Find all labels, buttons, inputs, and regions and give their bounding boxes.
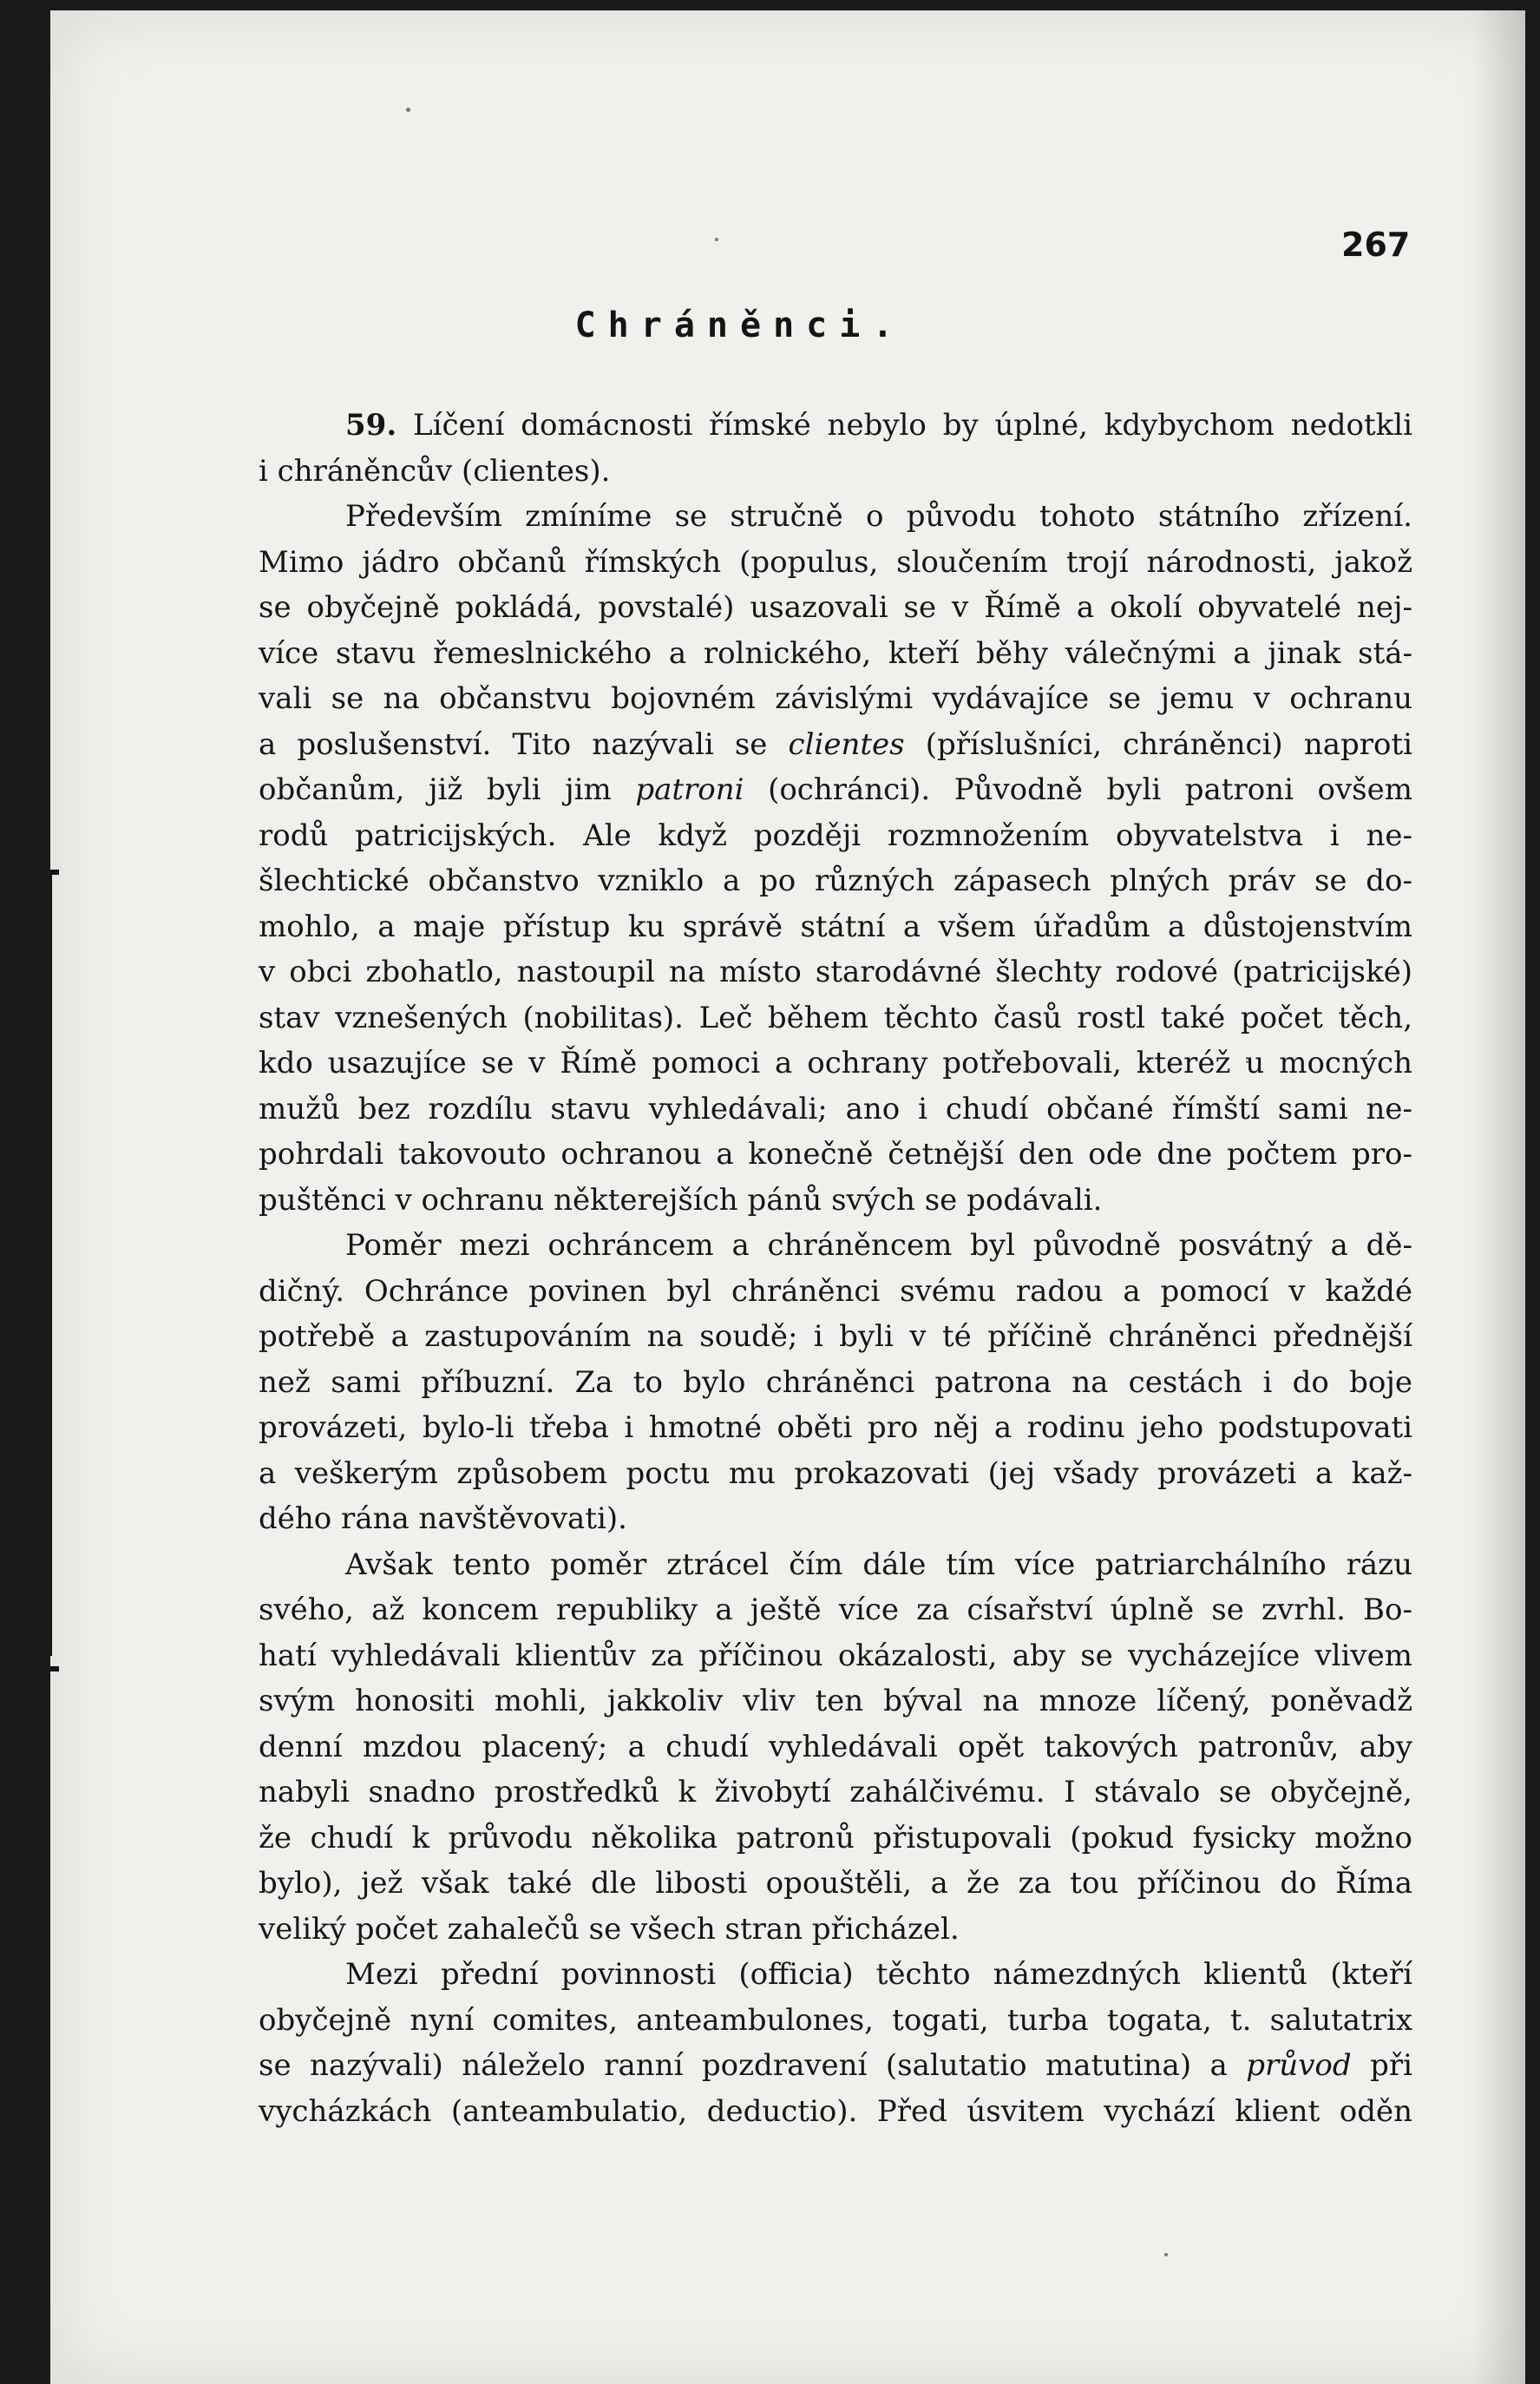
text-line: se obyčejně pokládá, povstalé) usazovali se v Římě a okolí obyvatelé nej- [259, 590, 1412, 625]
body-text [259, 403, 1412, 2134]
paragraph-2 [259, 494, 1412, 1223]
text-line: šlechtické občanstvo vzniklo a po různých zápasech plných práv se do- [259, 864, 1412, 898]
paragraph-3 [259, 1223, 1412, 1542]
binding-rule-middle [50, 875, 52, 1656]
text-line: obyčejně nyní comites, anteambulones, togati, turba togata, t. salutatrix [259, 2002, 1412, 2038]
text-line: Mimo jádro občanů římských (populus, sloučením trojí národnosti, jakož [259, 544, 1412, 580]
text-line: denní mzdou placený; a chudí vyhledávali opět takových patronův, aby [259, 1729, 1412, 1764]
text-line: kdo usazujíce se v Římě pomoci a ochrany potřebovali, kteréž u mocných [259, 1046, 1412, 1080]
emphasized-term: clientes [788, 726, 905, 762]
book-page [50, 10, 1525, 2384]
paragraph-4 [259, 1542, 1412, 1953]
text-line: svým honositi mohli, jakkoliv vliv ten býval na mnoze líčený, poněvadž [259, 1684, 1412, 1718]
text-line: pohrdali takovouto ochranou a konečně četnější den ode dne počtem pro- [259, 1137, 1412, 1172]
text-line: Poměr mezi ochráncem a chráněncem byl původně posvátný a dě- [345, 1228, 1412, 1263]
text-line: Mezi přední povinnosti (officia) těchto námezdných klientů (kteří [345, 1957, 1412, 1992]
chapter-title: Chráněnci. [574, 305, 906, 345]
text-line: se nazývali) náleželo ranní pozdravení (salutatio matutina) a průvod při [259, 2048, 1412, 2083]
scan-speck [715, 238, 718, 241]
scan-speck [406, 108, 410, 112]
emphasized-term: patroni [635, 772, 744, 807]
text-line: že chudí k průvodu několika patronů přistupovali (pokud fysicky možno [259, 1820, 1412, 1855]
text-line: vali se na občanstvu bojovném závislými vydávajíce se jemu v ochranu [259, 681, 1412, 716]
text-line: a veškerým způsobem poctu mu prokazovati (jej všady provázeti a kaž- [259, 1455, 1412, 1491]
text-line: hatí vyhledávali klientův za příčinou okázalosti, aby se vycházejíce vlivem [259, 1638, 1412, 1673]
text-line: potřebě a zastupováním na soudě; i byli v té příčině chráněnci přednější [259, 1319, 1412, 1354]
text-line: mužů bez rozdílu stavu vyhledávali; ano i chudí občané římští sami ne- [259, 1091, 1412, 1126]
page-edge-shadow [1473, 10, 1525, 2384]
text-line: mohlo, a maje přístup ku správě státní a všem úřadům a důstojenstvím [259, 909, 1412, 944]
emphasized-term: průvod [1246, 2048, 1352, 2083]
text-line: svého, až koncem republiky a ještě více za císařství úplně se zvrhl. Bo- [259, 1593, 1412, 1627]
binding-tick [50, 1666, 59, 1671]
text-line: než sami příbuzní. Za to bylo chráněnci patrona na cestách i do boje [259, 1364, 1412, 1400]
scan-speck [1164, 2253, 1168, 2256]
text-line: v obci zbohatlo, nastoupil na místo starodávné šlechty rodové (patricijské) [259, 955, 1412, 989]
paragraph-1 [259, 403, 1412, 494]
text-line: provázeti, bylo-li třeba i hmotné oběti pro něj a rodinu jeho podstupovati [259, 1410, 1412, 1445]
text-line: a poslušenství. Tito nazývali se clientes (příslušníci, chráněnci) naproti [259, 726, 1413, 762]
text-line: rodů patricijských. Ale když později rozmnožením obyvatelstva i ne- [259, 818, 1412, 853]
text-line: dičný. Ochránce povinen byl chráněnci svému radou a pomocí v každé [259, 1273, 1412, 1309]
section-number: 59. [345, 408, 397, 443]
text-line: více stavu řemeslnického a rolnického, kteří běhy válečnými a jinak stá- [259, 635, 1412, 671]
paragraph-5 [259, 1952, 1412, 2134]
text-line: veliký počet zahalečů se všech stran přicházel. [259, 1911, 960, 1947]
text-line: bylo), jež však také dle libosti opouštěli, a že za tou příčinou do Říma [259, 1866, 1412, 1901]
page-number: 267 [1341, 226, 1411, 264]
text-line: občanům, již byli jim patroni (ochránci). Původně byli patroni ovšem [259, 772, 1412, 807]
text-line: stav vznešených (nobilitas). Leč během těchto časů rostl také počet těch, [259, 1000, 1412, 1035]
text-line: Především zmíníme se stručně o původu tohoto státního zřízení. [345, 499, 1412, 534]
text-line: dého rána navštěvovati). [259, 1501, 627, 1536]
text-line: i chráněncův (clientes). [259, 453, 611, 489]
text-line: puštěnci v ochranu některejších pánů svých se podávali. [259, 1182, 1103, 1218]
text-line: nabyli snadno prostředků k živobytí zahálčivému. I stávalo se obyčejně, [259, 1775, 1412, 1809]
text-line: 59. Líčení domácnosti římské nebylo by úplné, kdybychom nedotkli [345, 408, 1413, 443]
text-line: vycházkách (anteambulatio, deductio). Před úsvitem vychází klient oděn [259, 2093, 1412, 2129]
text-line: Avšak tento poměr ztrácel čím dále tím více patriarchálního rázu [345, 1547, 1412, 1582]
